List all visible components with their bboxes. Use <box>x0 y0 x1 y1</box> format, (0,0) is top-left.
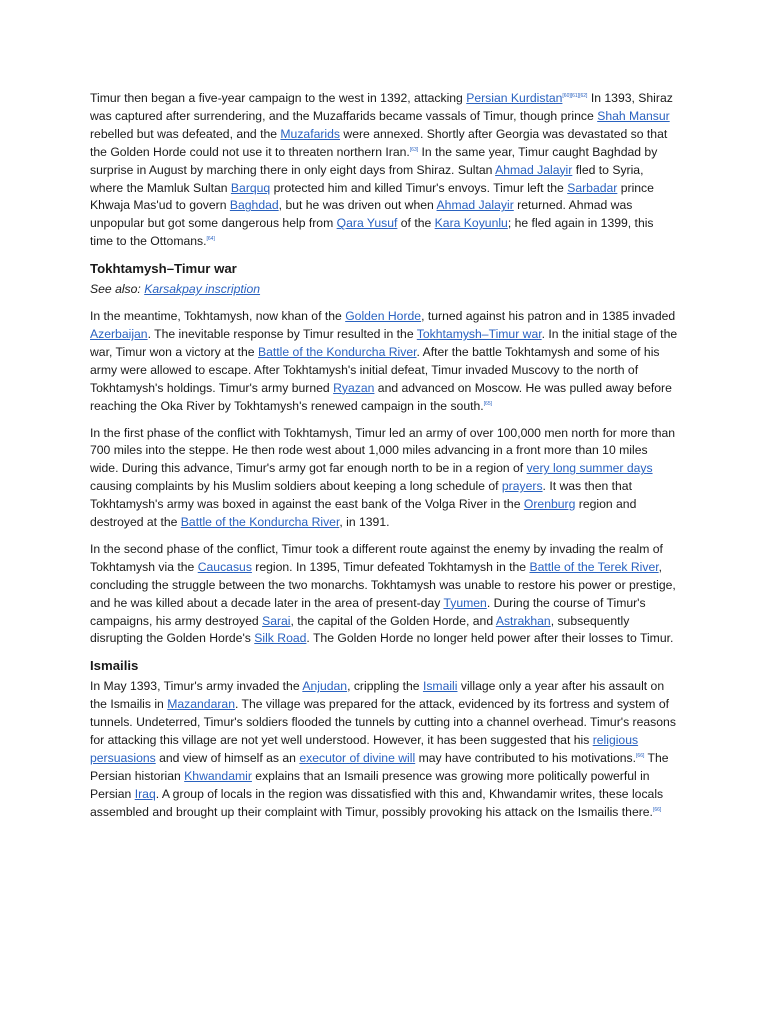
text: returned. Ahmad was unpopular but got some dangerous help from <box>90 198 633 231</box>
link-baghdad[interactable]: Baghdad <box>229 198 279 213</box>
link-golden-horde[interactable]: Golden Horde <box>345 309 422 324</box>
link-barquq[interactable]: Barquq <box>230 180 271 195</box>
heading-tokhtamysh-timur-war: Tokhtamysh–Timur war <box>90 261 237 277</box>
text: village only a year after his assault on the Ismailis in <box>90 679 665 712</box>
citation[interactable]: [63] <box>409 146 419 153</box>
text: were annexed. Shortly after Georgia was devastated so that the Golden Horde could not use it to threaten northern Iran. <box>90 126 668 159</box>
link-ryazan[interactable]: Ryazan <box>333 380 375 395</box>
citation[interactable]: [65] <box>483 400 493 407</box>
link-prayers[interactable]: prayers <box>501 479 543 494</box>
text: region and destroyed at the <box>90 497 637 530</box>
text: The Persian historian <box>90 751 669 783</box>
link-religious-persuasions[interactable]: religious persuasions <box>90 733 639 765</box>
citation[interactable]: [66] <box>636 752 645 759</box>
text: fled to Syria, where the Mamluk Sultan <box>90 162 644 195</box>
link-kara-koyunlu[interactable]: Kara Koyunlu <box>434 216 508 231</box>
text: prince Khwaja Mas'ud to govern <box>90 180 654 213</box>
link-orenburg[interactable]: Orenburg <box>523 497 576 512</box>
text: may have contributed to his motivations. <box>415 751 637 765</box>
text: , in 1391. <box>339 515 390 530</box>
citation[interactable]: [64] <box>206 236 215 243</box>
text: . In the initial stage of the war, Timur won a victory at the <box>90 326 678 359</box>
link-battle-kondurcha-river[interactable]: Battle of the Kondurcha River <box>180 515 340 530</box>
link-sarbadar[interactable]: Sarbadar <box>567 180 618 195</box>
link-anjudan[interactable]: Anjudan <box>302 679 348 694</box>
text: In May 1393, Timur's army invaded the <box>90 679 303 694</box>
text: rebelled but was defeated, and the <box>90 126 281 141</box>
citation[interactable]: [60][61][62] <box>562 92 588 99</box>
text: , concluding the struggle between the two monarchs. Tokhtamysh was unable to restore his power or prestige, and he was killed about a decade later in the area of present-day <box>90 559 676 610</box>
paragraph-first-phase <box>90 425 678 532</box>
see-also-note <box>90 281 678 299</box>
link-tyumen[interactable]: Tyumen <box>443 595 487 610</box>
text: and view of himself as an <box>155 751 300 765</box>
text: ; he fled again in 1399, this time to the Ottomans. <box>90 216 654 249</box>
text: . The village was prepared for the attack, evidenced by its fortress and system of tunnels. Undeterred, Timur's soldiers flooded the tunnels by cutting into a channel overhead. Timur's reasons for attacking this village are not yet well understood. However, it has been suggested that his <box>90 697 676 748</box>
link-astrakhan[interactable]: Astrakhan <box>495 613 551 628</box>
text: In 1393, Shiraz was captured after surrendering, and the Muzaffarids became vassals of Timur, though prince <box>90 91 673 123</box>
link-ahmad-jalayir[interactable]: Ahmad Jalayir <box>495 162 573 177</box>
link-ismaili[interactable]: Ismaili <box>422 679 458 694</box>
link-karsakpay-inscription[interactable]: Karsakpay inscription <box>144 282 261 297</box>
text: causing complaints by his Muslim soldiers about keeping a long schedule of <box>90 479 502 494</box>
link-azerbaijan[interactable]: Azerbaijan <box>90 326 148 341</box>
text: In the same year, Timur caught Baghdad by surprise in August by marching there in only eight days from Shiraz. Sultan <box>90 144 658 177</box>
text: , crippling the <box>347 679 423 694</box>
link-qara-yusuf[interactable]: Qara Yusuf <box>336 216 398 231</box>
text: , subsequently disrupting the Golden Horde's <box>90 613 630 646</box>
link-khwandamir[interactable]: Khwandamir <box>184 768 252 783</box>
text: , the capital of the Golden Horde, and <box>290 613 496 628</box>
link-battle-kondurcha-river[interactable]: Battle of the Kondurcha River <box>257 344 417 359</box>
link-silk-road[interactable]: Silk Road <box>254 631 307 646</box>
text: and advanced on Moscow. He was pulled away before reaching the Oka River by Tokhtamysh's renewed campaign in the south. <box>90 380 672 413</box>
text: . During the course of Timur's campaigns, his army destroyed <box>90 595 646 628</box>
text: explains that an Ismaili presence was growing more politically powerful in Persian <box>90 768 650 801</box>
paragraph-second-phase <box>90 541 678 648</box>
link-tokhtamysh-timur-war[interactable]: Tokhtamysh–Timur war <box>416 326 542 341</box>
link-executor-of-divine-will[interactable]: executor of divine will <box>299 751 416 765</box>
link-shah-mansur[interactable]: Shah Mansur <box>597 108 670 123</box>
paragraph-persian-campaign <box>90 90 678 251</box>
heading-ismailis: Ismailis <box>90 658 139 674</box>
link-very-long-summer-days[interactable]: very long summer days <box>526 461 653 476</box>
text: protected him and killed Timur's envoys. Timur left the <box>270 180 568 195</box>
see-also-label: See also: <box>90 282 145 297</box>
text: In the first phase of the conflict with Tokhtamysh, Timur led an army of over 100,000 men north for more than 700 miles into the steppe. He then rode west about 1,000 miles advancing in a front more than 10 miles wide. During this advance, Timur's army got far enough north to be in a region of <box>90 425 676 476</box>
paragraph-ismailis <box>90 678 678 821</box>
link-iraq[interactable]: Iraq <box>134 786 156 801</box>
citation[interactable]: [66] <box>652 806 662 813</box>
link-muzafarids[interactable]: Muzafarids <box>280 126 341 141</box>
link-caucasus[interactable]: Caucasus <box>197 559 252 574</box>
text: . It was then that Tokhtamysh's army was boxed in against the east bank of the Volga River in the <box>90 479 632 512</box>
paragraph-tokhtamysh-war <box>90 308 678 415</box>
text: . After the battle Tokhtamysh and some of his army were allowed to escape. After Tokhtamysh's initial defeat, Timur invaded Muscovy to the north of Tokhtamysh's holdings. Timur's army burned <box>90 344 660 395</box>
text: In the second phase of the conflict, Timur took a different route against the enemy by invading the realm of Tokhtamysh via the <box>90 541 663 574</box>
text: . The Golden Horde no longer held power after their losses to Timur. <box>306 631 674 646</box>
text: , turned against his patron and in 1385 invaded <box>421 309 676 324</box>
link-sarai[interactable]: Sarai <box>262 613 291 628</box>
link-ahmad-jalayir[interactable]: Ahmad Jalayir <box>436 198 514 213</box>
document-page <box>90 90 678 831</box>
link-mazandaran[interactable]: Mazandaran <box>167 697 235 712</box>
text: of the <box>397 216 435 231</box>
text: region. In 1395, Timur defeated Tokhtamysh in the <box>251 559 530 574</box>
link-persian-kurdistan[interactable]: Persian Kurdistan <box>466 91 563 105</box>
text: Timur then began a five-year campaign to the west in 1392, attacking <box>90 91 467 105</box>
text: , but he was driven out when <box>278 198 437 213</box>
text: . The inevitable response by Timur resulted in the <box>147 326 417 341</box>
text: . A group of locals in the region was dissatisfied with this and, Khwandamir writes, these locals assembled and brought up their complaint with Timur, possibly provoking his attack on the Ismailis there. <box>90 786 664 819</box>
link-battle-terek-river[interactable]: Battle of the Terek River <box>529 559 659 574</box>
text: In the meantime, Tokhtamysh, now khan of the <box>90 309 346 324</box>
